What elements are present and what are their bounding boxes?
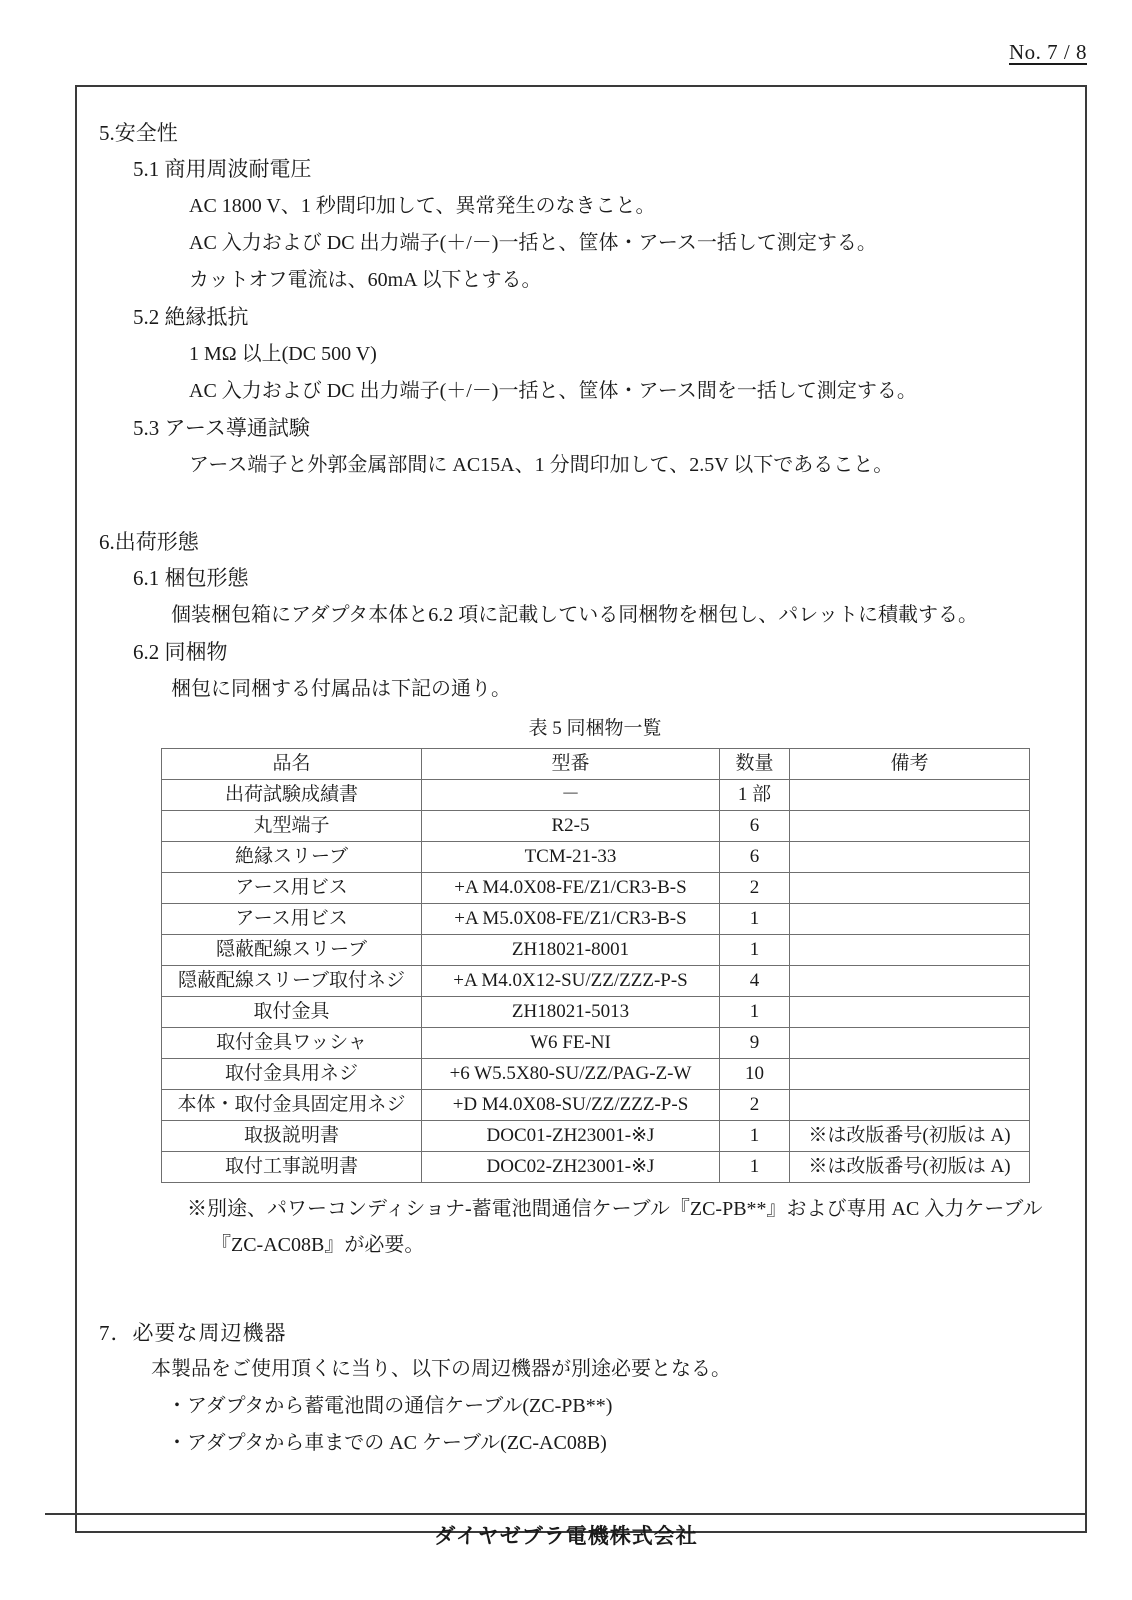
cell-note: [790, 1059, 1030, 1090]
cell-note: [790, 935, 1030, 966]
table-row: [162, 1152, 1030, 1183]
cell-model: ZH18021-8001: [422, 935, 720, 966]
paragraph-5-3-1: アース端子と外郭金属部間に AC15A、1 分間印加して、2.5V 以下であること。: [189, 454, 894, 476]
section-spacer-6-7: [99, 1263, 1063, 1315]
table-row: [162, 780, 1030, 811]
section-heading-7: 7．必要な周辺機器: [99, 1321, 287, 1345]
subsection-heading-6-1: 6.1 梱包形態: [133, 566, 249, 590]
cell-model: +A M4.0X12-SU/ZZ/ZZZ-P-S: [422, 966, 720, 997]
subsection-heading-5-1: 5.1 商用周波耐電圧: [133, 157, 312, 181]
cell-name: アース用ビス: [162, 904, 422, 935]
table-row: [162, 904, 1030, 935]
cell-model: DOC02-ZH23001-※J: [422, 1152, 720, 1183]
column-header-note: 備考: [790, 749, 1030, 780]
paragraph-5-2-2: AC 入力および DC 出力端子(＋/－)一括と、筐体・アース間を一括して測定する。: [189, 380, 917, 402]
cell-name: 丸型端子: [162, 811, 422, 842]
paragraph-5-1-2: AC 入力および DC 出力端子(＋/－)一括と、筐体・アース一括して測定する。: [189, 232, 877, 254]
cell-note: [790, 904, 1030, 935]
cell-note: [790, 811, 1030, 842]
paragraph-5-1-1: AC 1800 V、1 秒間印加して、異常発生のなきこと。: [189, 195, 656, 217]
cell-qty: 1: [720, 997, 790, 1028]
cell-qty: 2: [720, 873, 790, 904]
cell-name: 出荷試験成績書: [162, 780, 422, 811]
cell-note: [790, 873, 1030, 904]
cell-note: [790, 842, 1030, 873]
cell-name: アース用ビス: [162, 873, 422, 904]
cell-model: +6 W5.5X80-SU/ZZ/PAG-Z-W: [422, 1059, 720, 1090]
cell-name: 取付金具: [162, 997, 422, 1028]
subsection-heading-5-3: 5.3 アース導通試験: [133, 416, 310, 440]
document-content: [77, 87, 1085, 1462]
cell-qty: 1: [720, 1152, 790, 1183]
cell-name: 取付金具ワッシャ: [162, 1028, 422, 1059]
table-row: [162, 873, 1030, 904]
list-item: ・アダプタから蓄電池間の通信ケーブル(ZC-PB**): [167, 1395, 613, 1417]
cell-note: ※は改版番号(初版は A): [790, 1152, 1030, 1183]
cell-note: [790, 997, 1030, 1028]
table-row: [162, 811, 1030, 842]
cell-note: [790, 966, 1030, 997]
cell-name: 隠蔽配線スリーブ: [162, 935, 422, 966]
paragraph-6-2-1: 梱包に同梱する付属品は下記の通り。: [171, 678, 511, 700]
cell-name: 取付金具用ネジ: [162, 1059, 422, 1090]
paragraph-6-1-1: 個装梱包箱にアダプタ本体と6.2 項に記載している同梱物を梱包し、パレットに積載する。: [171, 604, 978, 626]
paragraph-7-1: 本製品をご使用頂くに当り、以下の周辺機器が別途必要となる。: [151, 1358, 731, 1380]
footer-divider: [45, 1513, 1087, 1515]
cell-model: －: [422, 780, 720, 811]
column-header-qty: 数量: [720, 749, 790, 780]
section-heading-6: 6.出荷形態: [99, 530, 199, 554]
footer-company-name: ダイヤゼブラ電機株式会社: [434, 1524, 698, 1548]
column-header-name: 品名: [162, 749, 422, 780]
cell-qty: 6: [720, 811, 790, 842]
cell-model: +A M5.0X08-FE/Z1/CR3-B-S: [422, 904, 720, 935]
table-row: [162, 966, 1030, 997]
document-body-frame: [75, 85, 1087, 1533]
list-item: ・アダプタから車までの AC ケーブル(ZC-AC08B): [167, 1432, 607, 1454]
table-footnote-line-1: ※別途、パワーコンディショナ-蓄電池間通信ケーブル『ZC-PB**』および専用 AC 入力ケーブル: [187, 1198, 1043, 1220]
cell-note: ※は改版番号(初版は A): [790, 1121, 1030, 1152]
subsection-heading-6-2: 6.2 同梱物: [133, 640, 228, 664]
packing-contents-table: [161, 748, 1030, 1183]
cell-name: 取扱説明書: [162, 1121, 422, 1152]
cell-model: R2-5: [422, 811, 720, 842]
cell-qty: 10: [720, 1059, 790, 1090]
table-row: [162, 1090, 1030, 1121]
cell-model: DOC01-ZH23001-※J: [422, 1121, 720, 1152]
cell-qty: 1: [720, 1121, 790, 1152]
cell-name: 本体・取付金具固定用ネジ: [162, 1090, 422, 1121]
table-row: [162, 1059, 1030, 1090]
cell-qty: 4: [720, 966, 790, 997]
table-footnote-line-2: 『ZC-AC08B』が必要。: [211, 1234, 425, 1256]
table-caption: 表 5 同梱物一覧: [528, 718, 662, 739]
cell-model: ZH18021-5013: [422, 997, 720, 1028]
cell-note: [790, 1028, 1030, 1059]
cell-qty: 1: [720, 904, 790, 935]
section-spacer-5-6: [99, 484, 1063, 524]
table-row: [162, 997, 1030, 1028]
paragraph-5-2-1: 1 MΩ 以上(DC 500 V): [189, 343, 377, 365]
cell-qty: 1 部: [720, 780, 790, 811]
cell-qty: 1: [720, 935, 790, 966]
cell-note: [790, 1090, 1030, 1121]
table-row: [162, 935, 1030, 966]
column-header-model: 型番: [422, 749, 720, 780]
cell-name: 隠蔽配線スリーブ取付ネジ: [162, 966, 422, 997]
cell-model: +A M4.0X08-FE/Z1/CR3-B-S: [422, 873, 720, 904]
subsection-heading-5-2: 5.2 絶縁抵抗: [133, 305, 249, 329]
cell-name: 絶縁スリーブ: [162, 842, 422, 873]
table-row: [162, 1121, 1030, 1152]
cell-note: [790, 780, 1030, 811]
page-number: No. 7 / 8: [1009, 40, 1087, 64]
cell-model: TCM-21-33: [422, 842, 720, 873]
cell-qty: 2: [720, 1090, 790, 1121]
section-heading-5: 5.安全性: [99, 121, 178, 145]
cell-model: W6 FE-NI: [422, 1028, 720, 1059]
cell-model: +D M4.0X08-SU/ZZ/ZZZ-P-S: [422, 1090, 720, 1121]
cell-qty: 6: [720, 842, 790, 873]
paragraph-5-1-3: カットオフ電流は、60mA 以下とする。: [189, 269, 542, 291]
table-row: [162, 1028, 1030, 1059]
table-row: [162, 842, 1030, 873]
table-header-row: [162, 749, 1030, 780]
cell-qty: 9: [720, 1028, 790, 1059]
cell-name: 取付工事説明書: [162, 1152, 422, 1183]
